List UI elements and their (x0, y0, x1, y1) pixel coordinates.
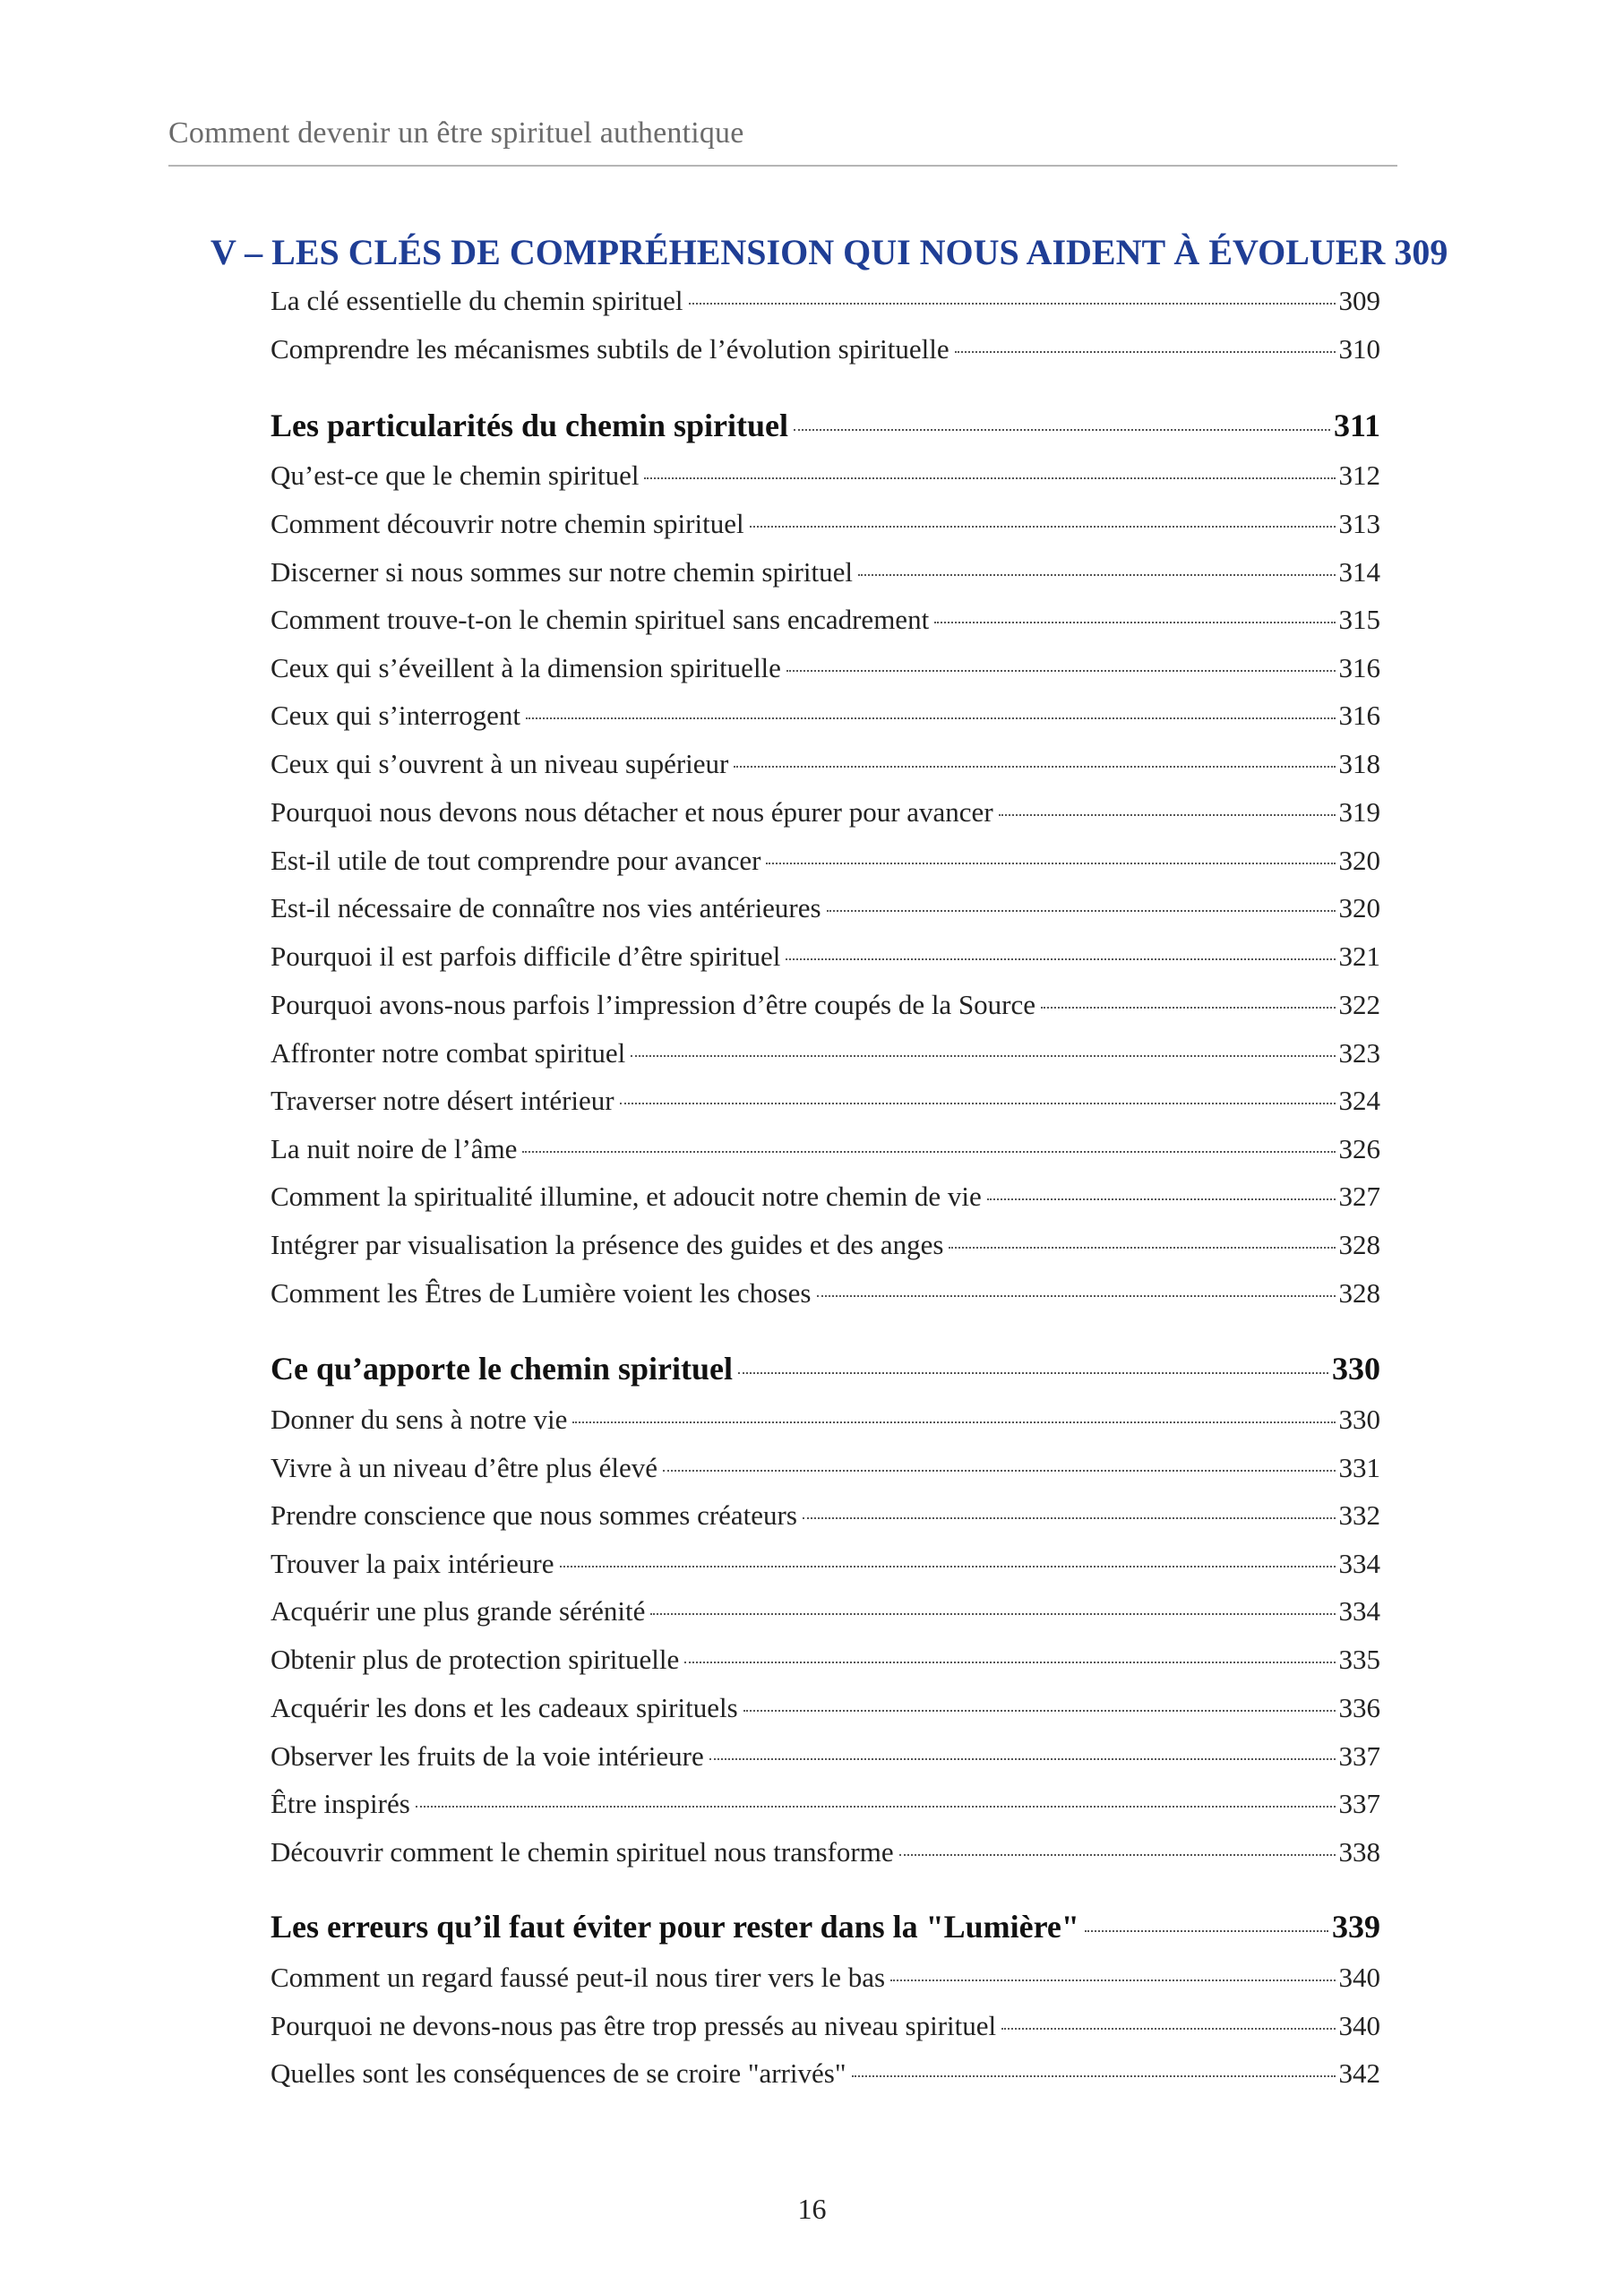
entry-title: La clé essentielle du chemin spirituel (271, 285, 683, 316)
toc-entry[interactable] (271, 508, 1380, 540)
entry-title: Être inspirés (271, 1788, 410, 1819)
chapter-title: V – LES CLÉS DE COMPRÉHENSION QUI NOUS AIDENT À ÉVOLUER (211, 232, 1386, 272)
entry-title: Acquérir une plus grande sérénité (271, 1595, 646, 1627)
entry-page: 324 (1338, 1085, 1380, 1116)
section-page: 339 (1332, 1909, 1380, 1945)
entry-page: 316 (1338, 652, 1380, 683)
dot-leader (794, 429, 1330, 431)
entry-title: Quelles sont les conséquences de se croire "arrivés" (271, 2057, 846, 2089)
dot-leader (955, 351, 1336, 353)
entry-page: 319 (1338, 796, 1380, 828)
dot-leader (526, 717, 1336, 719)
toc-entry[interactable] (271, 1740, 1380, 1773)
dot-leader (786, 958, 1335, 960)
entry-page: 327 (1338, 1181, 1380, 1212)
dot-leader (817, 1295, 1336, 1297)
entry-title: Affronter notre combat spirituel (271, 1037, 626, 1069)
entry-title: La nuit noire de l’âme (271, 1133, 518, 1164)
dot-leader (934, 622, 1335, 623)
dot-leader (522, 1151, 1335, 1153)
dot-leader (738, 1372, 1328, 1374)
entry-title: Découvrir comment le chemin spirituel nous transforme (271, 1836, 894, 1868)
entry-title: Comment un regard faussé peut-il nous tirer vers le bas (271, 1962, 886, 1993)
entry-title: Traverser notre désert intérieur (271, 1085, 614, 1116)
entry-page: 337 (1338, 1740, 1380, 1772)
toc-entry[interactable] (271, 1499, 1380, 1532)
dot-leader (852, 2075, 1336, 2077)
entry-page: 309 (1338, 285, 1380, 316)
dot-leader (560, 1566, 1336, 1567)
entry-title: Qu’est-ce que le chemin spirituel (271, 459, 640, 491)
entry-title: Pourquoi avons-nous parfois l’impression d’être coupés de la Source (271, 989, 1036, 1020)
toc-entry[interactable] (271, 1548, 1380, 1580)
entry-page: 342 (1338, 2057, 1380, 2089)
section-title: Les erreurs qu’il faut éviter pour rester dans la "Lumière" (271, 1909, 1079, 1945)
dot-leader (803, 1517, 1336, 1519)
dot-leader (709, 1758, 1336, 1760)
entry-page: 318 (1338, 748, 1380, 779)
dot-leader (684, 1662, 1335, 1663)
running-header: Comment devenir un être spirituel authentique (168, 116, 744, 150)
toc-entry[interactable] (271, 845, 1380, 877)
toc-entry[interactable] (271, 1452, 1380, 1484)
toc-entry[interactable] (271, 1277, 1380, 1310)
dot-leader (899, 1854, 1336, 1856)
dot-leader (743, 1710, 1336, 1712)
section-heading[interactable] (271, 1350, 1380, 1387)
toc-entry[interactable] (271, 989, 1380, 1021)
entry-page: 334 (1338, 1595, 1380, 1627)
toc-entry[interactable] (271, 556, 1380, 588)
toc-entry[interactable] (271, 1788, 1380, 1820)
entry-page: 332 (1338, 1499, 1380, 1531)
toc-entry[interactable] (271, 333, 1380, 365)
dot-leader (644, 477, 1335, 479)
toc-entry[interactable] (271, 1181, 1380, 1213)
page-number: 16 (797, 2193, 827, 2225)
entry-page: 320 (1338, 892, 1380, 923)
entry-page: 322 (1338, 989, 1380, 1020)
entry-page: 315 (1338, 604, 1380, 635)
entry-title: Comprendre les mécanismes subtils de l’évolution spirituelle (271, 333, 949, 365)
entry-page: 316 (1338, 700, 1380, 731)
entry-title: Obtenir plus de protection spirituelle (271, 1644, 680, 1675)
toc-entry[interactable] (271, 1692, 1380, 1724)
toc-entry[interactable] (271, 892, 1380, 924)
toc-entry[interactable] (271, 2010, 1380, 2042)
entry-page: 312 (1338, 459, 1380, 491)
chapter-page: 309 (1394, 232, 1448, 272)
entry-title: Comment découvrir notre chemin spirituel (271, 508, 744, 539)
entry-title: Ceux qui s’éveillent à la dimension spirituelle (271, 652, 781, 683)
toc-entry[interactable] (271, 1133, 1380, 1165)
dot-leader (949, 1247, 1335, 1249)
entry-title: Comment les Êtres de Lumière voient les choses (271, 1277, 812, 1309)
toc-entry[interactable] (271, 700, 1380, 732)
entry-page: 340 (1338, 1962, 1380, 1993)
entry-title: Acquérir les dons et les cadeaux spirituels (271, 1692, 738, 1723)
dot-leader (987, 1198, 1336, 1200)
dot-leader (1041, 1007, 1335, 1009)
entry-title: Intégrer par visualisation la présence des guides et des anges (271, 1229, 944, 1260)
entry-page: 340 (1338, 2010, 1380, 2041)
dot-leader (750, 526, 1336, 528)
section-title: Les particularités du chemin spirituel (271, 408, 788, 443)
entry-title: Ceux qui s’interrogent (271, 700, 520, 731)
chapter-heading[interactable] (211, 231, 1448, 273)
dot-leader (858, 574, 1335, 576)
toc-entry[interactable] (271, 1229, 1380, 1261)
entry-title: Comment trouve-t-on le chemin spirituel sans encadrement (271, 604, 930, 635)
entry-page: 334 (1338, 1548, 1380, 1579)
toc-entry[interactable] (271, 940, 1380, 973)
section-title: Ce qu’apporte le chemin spirituel (271, 1351, 733, 1387)
entry-title: Vivre à un niveau d’être plus élevé (271, 1452, 657, 1483)
entry-title: Est-il nécessaire de connaître nos vies antérieures (271, 892, 821, 923)
entry-title: Discerner si nous sommes sur notre chemin spirituel (271, 556, 854, 588)
dot-leader (416, 1806, 1336, 1808)
dot-leader (650, 1613, 1335, 1615)
entry-page: 337 (1338, 1788, 1380, 1819)
entry-title: Pourquoi nous devons nous détacher et nous épurer pour avancer (271, 796, 993, 828)
entry-page: 338 (1338, 1836, 1380, 1868)
entry-page: 310 (1338, 333, 1380, 365)
entry-page: 326 (1338, 1133, 1380, 1164)
entry-page: 335 (1338, 1644, 1380, 1675)
entry-title: Prendre conscience que nous sommes créateurs (271, 1499, 797, 1531)
section-heading[interactable] (271, 407, 1380, 444)
dot-leader (786, 670, 1336, 672)
dot-leader (890, 1980, 1335, 1981)
entry-page: 328 (1338, 1229, 1380, 1260)
toc-entry[interactable] (271, 1836, 1380, 1868)
toc-entry[interactable] (271, 2057, 1380, 2090)
dot-leader (734, 766, 1335, 768)
section-page: 311 (1333, 408, 1380, 443)
dot-leader (999, 814, 1336, 816)
section-heading[interactable] (271, 1908, 1380, 1945)
toc-entry[interactable] (271, 1085, 1380, 1117)
entry-title: Est-il utile de tout comprendre pour avancer (271, 845, 761, 876)
entry-title: Donner du sens à notre vie (271, 1404, 568, 1435)
entry-page: 323 (1338, 1037, 1380, 1069)
dot-leader (620, 1103, 1336, 1104)
entry-page: 321 (1338, 940, 1380, 972)
entry-page: 331 (1338, 1452, 1380, 1483)
toc-entry[interactable] (271, 604, 1380, 636)
toc-entry[interactable] (271, 1595, 1380, 1627)
dot-leader (631, 1055, 1335, 1057)
header-rule (168, 165, 1397, 167)
dot-leader (572, 1421, 1335, 1423)
entry-page: 314 (1338, 556, 1380, 588)
section-page: 330 (1332, 1351, 1380, 1387)
dot-leader (663, 1470, 1336, 1472)
dot-leader (827, 910, 1336, 912)
entry-page: 328 (1338, 1277, 1380, 1309)
entry-title: Trouver la paix intérieure (271, 1548, 554, 1579)
toc-entry[interactable] (271, 652, 1380, 684)
entry-title: Pourquoi ne devons-nous pas être trop pressés au niveau spirituel (271, 2010, 997, 2041)
entry-title: Comment la spiritualité illumine, et adoucit notre chemin de vie (271, 1181, 982, 1212)
entry-title: Ceux qui s’ouvrent à un niveau supérieur (271, 748, 729, 779)
dot-leader (1085, 1930, 1328, 1932)
entry-page: 320 (1338, 845, 1380, 876)
toc-entry[interactable] (271, 459, 1380, 492)
toc-entry[interactable] (271, 1962, 1380, 1994)
toc-entry[interactable] (271, 1644, 1380, 1676)
dot-leader (1001, 2028, 1335, 2030)
toc-entry[interactable] (271, 748, 1380, 780)
toc-entry[interactable] (271, 796, 1380, 829)
dot-leader (689, 303, 1336, 305)
entry-page: 330 (1338, 1404, 1380, 1435)
dot-leader (766, 863, 1335, 864)
entry-title: Pourquoi il est parfois difficile d’être spirituel (271, 940, 781, 972)
toc-entry[interactable] (271, 1404, 1380, 1436)
toc-entry[interactable] (271, 285, 1380, 317)
entry-title: Observer les fruits de la voie intérieure (271, 1740, 704, 1772)
toc-entry[interactable] (271, 1037, 1380, 1069)
entry-page: 336 (1338, 1692, 1380, 1723)
entry-page: 313 (1338, 508, 1380, 539)
